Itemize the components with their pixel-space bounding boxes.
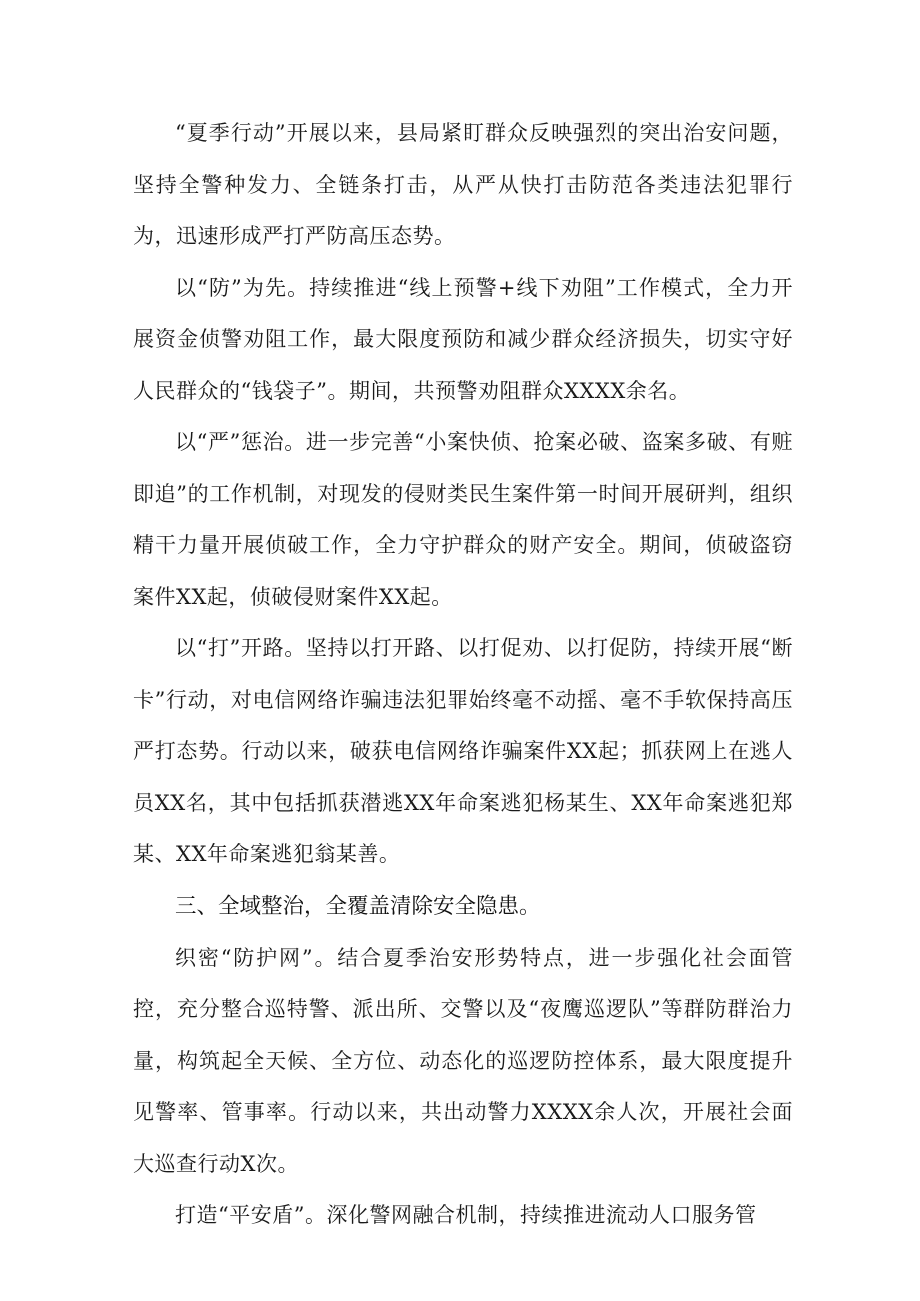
prevention-paragraph: 以“防”为先。持续推进“线上预警+线下劝阻”工作模式，全力开展资金侦警劝阻工作，最大限度预防和减少群众经济损失，切实守好人民群众的“钱袋子”。期间，共预警劝阻群众XXXX余名。 [133, 275, 793, 403]
protection-net-paragraph: 织密“防护网”。结合夏季治安形势特点，进一步强化社会面管控，充分整合巡特警、派出所、交警以及“夜鹰巡逻队”等群防群治力量，构筑起全天候、全方位、动态化的巡逻防控体系，最大限度提升见警率、管事率。行动以来，共出动警力XXXX余人次，开展社会面大巡查行动X次。 [133, 945, 793, 1176]
crackdown-paragraph: 以“打”开路。坚持以打开路、以打促劝、以打促防，持续开展“断卡”行动，对电信网络诈骗违法犯罪始终毫不动摇、毫不手软保持高压严打态势。行动以来，破获电信网络诈骗案件XX起；抓获网上在逃人员XX名，其中包括抓获潜逃XX年命案逃犯杨某生、XX年命案逃犯郑某、XX年命案逃犯翁某善。 [133, 636, 793, 866]
punishment-paragraph: 以“严”惩治。进一步完善“小案快侦、抢案必破、盗案多破、有赃即追”的工作机制，对现发的侵财类民生案件第一时间开展研判，组织精干力量开展侦破工作，全力守护群众的财产安全。期间，侦破盗窃案件XX起，侦破侵财案件XX起。 [133, 430, 793, 609]
safety-shield-paragraph: 打造“平安盾”。深化警网融合机制，持续推进流动人口服务管 [175, 1203, 757, 1227]
section-heading: 三、全域整治，全覆盖清除安全隐患。 [175, 893, 541, 919]
intro-paragraph: “夏季行动”开展以来，县局紧盯群众反映强烈的突出治安问题，坚持全警种发力、全链条打击，从严从快打击防范各类违法犯罪行为，迅速形成严打严防高压态势。 [133, 121, 793, 248]
document-body [133, 108, 793, 1242]
